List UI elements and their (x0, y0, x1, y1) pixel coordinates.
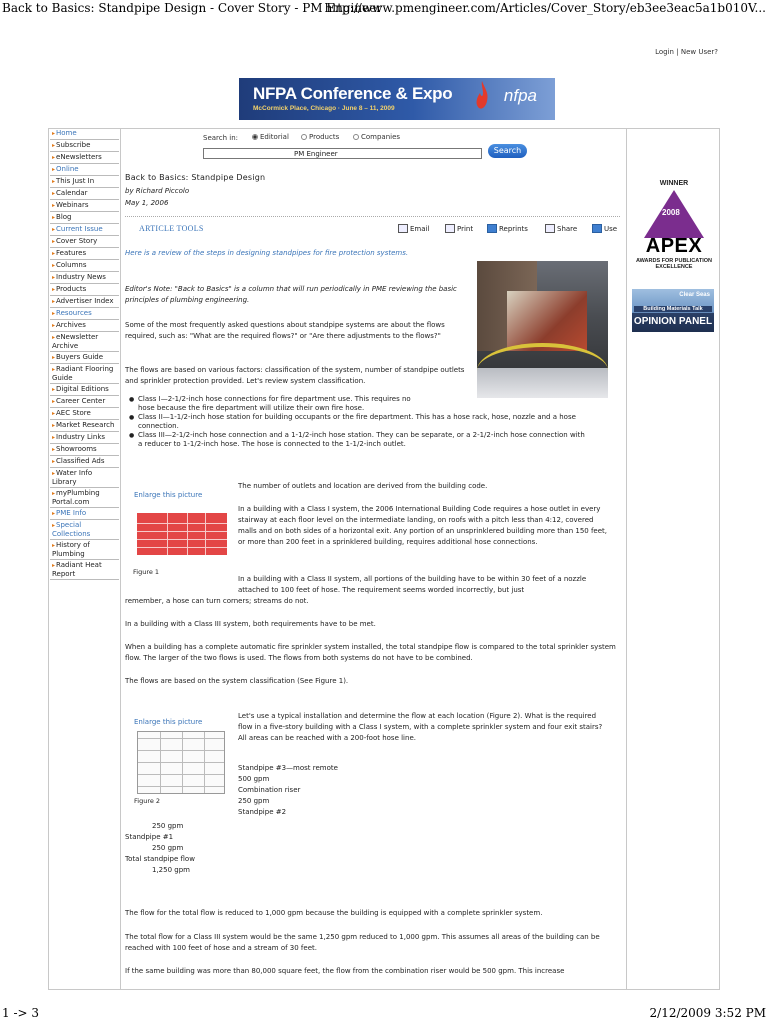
sidebar-item-label: Radiant Flooring Guide (52, 365, 114, 382)
award-winner-label: WINNER (659, 180, 689, 187)
editors-note: Editor's Note: "Back to Basics" is a column that will run periodically in PME reviewing the basic principles of plumbing engineering. (125, 285, 457, 304)
divider (125, 216, 620, 217)
sidebar-item-current-issue[interactable] (50, 224, 119, 236)
panel-brand: Clear Seas (679, 292, 710, 298)
flow-calculation: Standpipe #3—most remote 500 gpm Combination riser 250 gpm Standpipe #2 (238, 764, 338, 816)
award-year: 2008 (662, 208, 680, 217)
flow-calculation-continued: 250 gpm Standpipe #1 250 gpm Total standpipe flow 1,250 gpm (125, 822, 195, 874)
use-icon (592, 224, 602, 233)
class-list (129, 395, 589, 449)
sidebar-item-radiant-flooring-guide[interactable] (50, 364, 119, 384)
account-separator: | (676, 48, 679, 56)
paragraph: If the same building was more than 80,000 square feet, the flow from the combination riser would be 500 gpm. This increase (125, 967, 565, 975)
sidebar-item-buyers-guide[interactable] (50, 352, 119, 364)
sidebar-item-cover-story[interactable] (50, 236, 119, 248)
sidebar-item-subscribe[interactable] (50, 140, 119, 152)
email-tool[interactable]: Email (398, 224, 429, 233)
arrow-icon: ▸ (52, 202, 56, 209)
radio-icon (301, 134, 307, 140)
sidebar-item-resources[interactable] (50, 308, 119, 320)
award-name: APEX (645, 235, 703, 257)
search-input[interactable]: PM Engineer (203, 148, 482, 159)
sidebar-item-archives[interactable] (50, 320, 119, 332)
sidebar-item-label: Water Info Library (52, 469, 93, 486)
article-tools-label[interactable]: ARTICLE TOOLS (139, 224, 204, 233)
arrow-icon: ▸ (52, 298, 56, 305)
arrow-icon: ▸ (52, 354, 56, 361)
fire-truck-photo[interactable] (477, 261, 608, 398)
arrow-icon: ▸ (52, 250, 56, 257)
sidebar-item-label: Current Issue (56, 225, 103, 233)
figure-1-caption: Figure 1 (133, 568, 160, 576)
arrow-icon: ▸ (52, 178, 56, 185)
sidebar-item-label: Archives (56, 321, 86, 329)
sidebar-item-enewsletter-archive[interactable] (50, 332, 119, 352)
arrow-icon: ▸ (52, 130, 56, 137)
arrow-icon: ▸ (52, 322, 56, 329)
sidebar-item-label: Columns (56, 261, 87, 269)
print-page-number: 1 -> 3 (2, 1006, 40, 1020)
arrow-icon: ▸ (52, 366, 56, 373)
paragraph: In a building with a Class III system, both requirements have to be met. (125, 620, 376, 628)
sidebar-item-enewsletters[interactable] (50, 152, 119, 164)
arrow-icon: ▸ (52, 562, 56, 569)
arrow-icon: ▸ (52, 490, 56, 497)
figure-2-diagram-image[interactable] (137, 731, 225, 794)
radio-icon (252, 134, 258, 140)
sidebar-item-label: Digital Editions (56, 385, 109, 393)
print-header (0, 0, 768, 20)
paragraph: The flows are based on various factors: classification of the system, number of standpipe outlets and sprinkler protection provided. Let's review system classification. (125, 366, 465, 385)
figure-2-caption: Figure 2 (134, 797, 161, 805)
arrow-icon: ▸ (52, 334, 56, 341)
sidebar-item-label: Classified Ads (56, 457, 105, 465)
sidebar-item-columns[interactable] (50, 260, 119, 272)
nfpa-banner-ad[interactable] (239, 78, 555, 120)
sidebar-item-label: Calendar (56, 189, 88, 197)
print-page-title: Back to Basics: Standpipe Design - Cover Story - PM Engineer (2, 1, 383, 15)
search-option-companies[interactable]: Companies (353, 133, 400, 141)
sidebar-item-label: Industry News (56, 273, 106, 281)
enlarge-figure-1-link[interactable]: Enlarge this picture (134, 491, 203, 499)
share-tool[interactable]: Share (545, 224, 577, 233)
arrow-icon: ▸ (52, 470, 56, 477)
arrow-icon: ▸ (52, 286, 56, 293)
login-link[interactable]: Login (655, 48, 674, 56)
arrow-icon: ▸ (52, 226, 56, 233)
printer-icon (445, 224, 455, 233)
sidebar-item-features[interactable] (50, 248, 119, 260)
print-tool[interactable]: Print (445, 224, 473, 233)
arrow-icon: ▸ (52, 422, 56, 429)
sidebar-item-label: Online (56, 165, 79, 173)
arrow-icon: ▸ (52, 310, 56, 317)
paragraph: Some of the most frequently asked questions about standpipe systems are about the flows required, such as: "What are the required flows?" or "Are there adjustments to the flows?" (125, 321, 445, 340)
sidebar-item-label: eNewsletters (56, 153, 102, 161)
sidebar-item-label: History of Plumbing (52, 541, 90, 558)
sidebar-item-industry-news[interactable] (50, 272, 119, 284)
arrow-icon: ▸ (52, 522, 56, 529)
sidebar-item-label: Home (56, 129, 77, 137)
sidebar-item-label: PME Info (56, 509, 87, 517)
arrow-icon: ▸ (52, 542, 56, 549)
radio-icon (353, 134, 359, 140)
sidebar-item-label: eNewsletter Archive (52, 333, 99, 350)
apex-award-badge[interactable] (631, 180, 717, 270)
sidebar-item-online[interactable] (50, 164, 119, 176)
search-option-products[interactable]: Products (301, 133, 339, 141)
sidebar-item-water-info-library[interactable] (50, 468, 119, 488)
sidebar-item-digital-editions[interactable] (50, 384, 119, 396)
list-item: ● Class III—2-1/2-inch hose connection and a 1-1/2-inch hose station. They can be separate, or a 2-1/2-inch hose connection with a reducer to 1-1/2-inch hose. The hose is connected to the 1-1/2-inch outlet. (129, 431, 589, 449)
sidebar-item-classified-ads[interactable] (50, 456, 119, 468)
sidebar-item-market-research[interactable] (50, 420, 119, 432)
paragraph: In a building with a Class II system, all portions of the building have to be within 30 feet of a nozzle attached to 100 feet of hose. The requirement seems worded incorrectly, but just (238, 575, 587, 594)
left-navigation (50, 128, 119, 580)
sidebar-item-label: AEC Store (56, 409, 91, 417)
arrow-icon: ▸ (52, 154, 56, 161)
sidebar-item-myplumbing-portal-com[interactable] (50, 488, 119, 508)
article-title: Back to Basics: Standpipe Design (125, 173, 266, 182)
article-author: by Richard Piccolo (125, 187, 190, 195)
sidebar-item-advertiser-index[interactable] (50, 296, 119, 308)
reprints-icon (487, 224, 497, 233)
arrow-icon: ▸ (52, 398, 56, 405)
paragraph: Let's use a typical installation and determine the flow at each location (Figure 2). What is the required flow in a five-story building with a Class I system, with a complete sprinkler system and four exit stairs? All areas can be reached with a 200-foot hose line. (238, 712, 603, 742)
sidebar-item-label: Subscribe (56, 141, 91, 149)
enlarge-figure-2-link[interactable]: Enlarge this picture (134, 718, 203, 726)
article-meta (125, 185, 189, 209)
sidebar-item-home[interactable] (50, 128, 119, 140)
sidebar-item-pme-info[interactable] (50, 508, 119, 520)
sidebar-item-calendar[interactable] (50, 188, 119, 200)
sidebar-item-showrooms[interactable] (50, 444, 119, 456)
opinion-panel-ad[interactable] (632, 289, 714, 332)
sidebar-item-label: Blog (56, 213, 72, 221)
arrow-icon: ▸ (52, 214, 56, 221)
paragraph: The number of outlets and location are derived from the building code. (238, 482, 488, 490)
figure-1-table-image[interactable] (137, 513, 227, 555)
sidebar-item-label: Industry Links (56, 433, 106, 441)
sidebar-item-this-just-in[interactable] (50, 176, 119, 188)
nfpa-logo: nfpa (503, 86, 537, 105)
arrow-icon: ▸ (52, 190, 56, 197)
arrow-icon: ▸ (52, 262, 56, 269)
sidebar-item-label: Showrooms (56, 445, 97, 453)
sidebar-item-special-collections[interactable] (50, 520, 119, 540)
sidebar-item-label: Career Center (56, 397, 106, 405)
list-item: ● Class II—1-1/2-inch hose station for building occupants or the fire department. This has a hose rack, hose, nozzle and a hose connection. (129, 413, 589, 431)
sidebar-item-blog[interactable] (50, 212, 119, 224)
panel-title: OPINION PANEL (633, 316, 713, 327)
flame-icon (475, 81, 489, 111)
sidebar-item-label: Special Collections (52, 521, 91, 538)
search-option-editorial[interactable]: Editorial (252, 133, 289, 141)
arrow-icon: ▸ (52, 238, 56, 245)
arrow-icon: ▸ (52, 386, 56, 393)
nav-divider (120, 129, 121, 989)
arrow-icon: ▸ (52, 510, 56, 517)
sidebar-item-label: This Just In (56, 177, 95, 185)
sidebar-item-webinars[interactable] (50, 200, 119, 212)
search-button[interactable]: Search (488, 144, 527, 158)
sidebar-item-label: Buyers Guide (56, 353, 104, 361)
sidebar-item-products[interactable] (50, 284, 119, 296)
print-footer (0, 1004, 768, 1024)
arrow-icon: ▸ (52, 166, 56, 173)
article-date: May 1, 2006 (125, 199, 169, 207)
sidebar-item-label: Features (56, 249, 87, 257)
sidebar-item-label: Products (56, 285, 87, 293)
reprints-tool[interactable]: Reprints (487, 224, 528, 233)
sidebar-item-radiant-heat-report[interactable] (50, 560, 119, 580)
sidebar-item-label: myPlumbing Portal.com (52, 489, 100, 506)
sidebar-item-label: Cover Story (56, 237, 98, 245)
sidebar-item-career-center[interactable] (50, 396, 119, 408)
paragraph: remember, a hose can turn corners; streams do not. (125, 597, 309, 605)
award-subtitle: AWARDS FOR PUBLICATION EXCELLENCE (636, 258, 712, 270)
panel-tagline: Building Materials Talk (634, 306, 712, 312)
sidebar-item-aec-store[interactable] (50, 408, 119, 420)
sidebar-item-label: Resources (56, 309, 92, 317)
paragraph: The flows are based on the system classification (See Figure 1). (125, 677, 349, 685)
paragraph: When a building has a complete automatic fire sprinkler system installed, the total standpipe flow is compared to the total sprinkler system flow. The larger of the two flows is used. The flows from both systems do not have to be combined. (125, 643, 616, 662)
arrow-icon: ▸ (52, 458, 56, 465)
new-user-link[interactable]: New User? (680, 48, 718, 56)
envelope-icon (398, 224, 408, 233)
arrow-icon: ▸ (52, 434, 56, 441)
use-tool[interactable]: Use (592, 224, 617, 233)
banner-title: NFPA Conference & Expo (253, 84, 453, 103)
sidebar-item-history-of-plumbing[interactable] (50, 540, 119, 560)
paragraph: In a building with a Class I system, the 2006 International Building Code requires a hose outlet in every stairway at each floor level on the intermediate landing, on roofs with a pitch less than 4:12, covered malls and on both sides of a horizontal exit. Any portion of an unsprinklered building more than 150 feet, or more than 200 feet in a sprinklered building, requires additional hose connections. (238, 505, 608, 546)
account-links (655, 48, 718, 56)
arrow-icon: ▸ (52, 410, 56, 417)
sidebar-item-label: Market Research (56, 421, 115, 429)
print-date: 2/12/2009 3:52 PM (649, 1006, 766, 1020)
article-summary: Here is a review of the steps in designing standpipes for fire protection systems. (125, 249, 409, 257)
arrow-icon: ▸ (52, 142, 56, 149)
list-item: ● Class I—2-1/2-inch hose connections for fire department use. This requires no hose because the fire department will utilize their own fire hose. (129, 395, 419, 413)
sidebar-item-industry-links[interactable] (50, 432, 119, 444)
share-people-icon (545, 224, 555, 233)
arrow-icon: ▸ (52, 274, 56, 281)
print-page-url: http://www.pmengineer.com/Articles/Cover_Story/eb3ee3eac5a1b010V... (324, 1, 766, 15)
sidebar-item-label: Webinars (56, 201, 89, 209)
search-in-label: Search in: (203, 134, 239, 142)
paragraph: The flow for the total flow is reduced to 1,000 gpm because the building is equipped with a complete sprinkler system. (125, 909, 543, 917)
article-tools (125, 222, 620, 236)
sidebar-divider (626, 129, 627, 989)
sidebar-item-label: Radiant Heat Report (52, 561, 102, 578)
paragraph: The total flow for a Class III system would be the same 1,250 gpm reduced to 1,000 gpm. This assumes all areas of the building can be reached with 100 feet of hose and a stream of 30 feet. (125, 933, 600, 952)
banner-subtitle: McCormick Place, Chicago · June 8 – 11, 2009 (253, 105, 395, 112)
sidebar-item-label: Advertiser Index (56, 297, 114, 305)
arrow-icon: ▸ (52, 446, 56, 453)
